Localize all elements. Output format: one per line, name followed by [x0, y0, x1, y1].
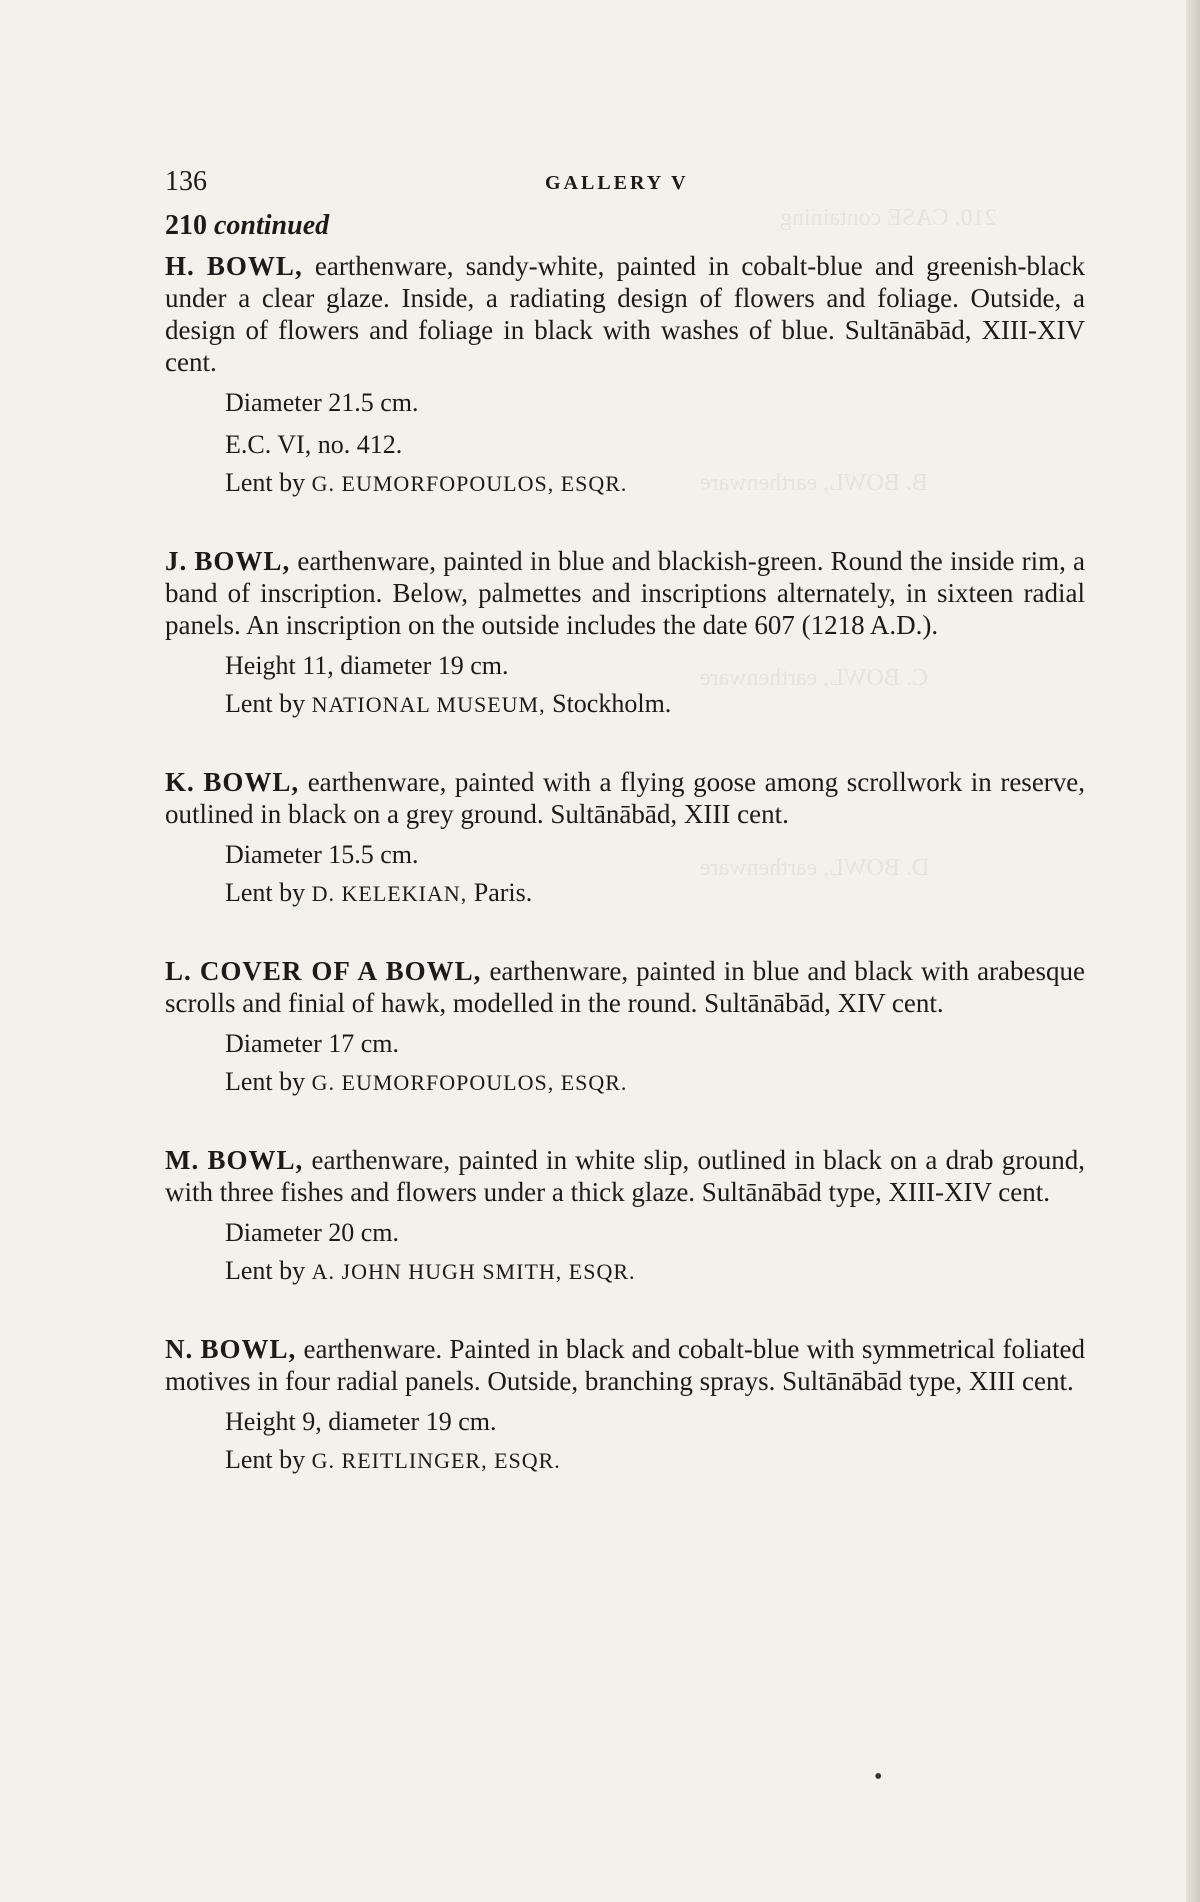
entry-measure: Height 9, diameter 19 cm.: [225, 1407, 497, 1436]
lent-by-label: Lent by: [225, 878, 306, 907]
catalogue-entry-j: [165, 545, 1085, 722]
entry-title: BOWL,: [206, 251, 303, 281]
page-header: [165, 160, 1085, 200]
catalogue-entry-k: [165, 766, 1085, 911]
entry-reference: E.C. VI, no. 412.: [225, 430, 403, 459]
entry-lender-line: [225, 876, 1085, 911]
entry-measure: Diameter 21.5 cm.: [225, 388, 419, 417]
continued-label: continued: [214, 210, 330, 241]
entry-letter: K.: [165, 767, 195, 797]
entry-letter: M.: [165, 1145, 200, 1175]
catalogue-entry-l: [165, 955, 1085, 1100]
entry-text: earthenware, sandy-white, painted in cobalt-blue and greenish-black under a clear glaze. Inside, a radiating design of flowers and foliage. Outside, a design of flowers and foliage in black with washes of blue. Sultānābād, XIII-XIV cent.: [165, 251, 1085, 377]
entry-measure: Diameter 20 cm.: [225, 1218, 399, 1247]
entry-title: BOWL,: [194, 546, 291, 576]
entry-measure: Diameter 17 cm.: [225, 1029, 399, 1058]
lent-by-label: Lent by: [225, 1067, 306, 1096]
entry-title: COVER OF A BOWL,: [199, 956, 482, 986]
continued-heading: [165, 210, 1085, 242]
entry-title: BOWL,: [207, 1145, 304, 1175]
paper-speck: •: [874, 1764, 883, 1790]
entry-text: earthenware. Painted in black and cobalt-blue with symmetrical foliated motives in four radial panels. Outside, branching sprays. Sultānābād type, XIII cent.: [165, 1334, 1085, 1396]
entry-title: BOWL,: [203, 767, 300, 797]
entry-letter: L.: [165, 956, 192, 986]
entry-description: [165, 1144, 1085, 1208]
page-number: 136: [165, 166, 207, 197]
lent-by-label: Lent by: [225, 1256, 306, 1285]
entry-lender-line: [225, 1254, 1085, 1289]
lender-place: Paris.: [473, 878, 533, 907]
catalogue-entry-n: [165, 1333, 1085, 1478]
show-through-1: 210. CASE containing: [780, 205, 997, 231]
lender-name: A. JOHN HUGH SMITH, ESQR.: [311, 1259, 636, 1284]
lender-name: NATIONAL MUSEUM,: [311, 692, 546, 717]
entry-description: [165, 766, 1085, 830]
lender-name: D. KELEKIAN,: [311, 881, 468, 906]
running-head: GALLERY V: [545, 172, 689, 194]
entry-title: BOWL,: [200, 1334, 297, 1364]
page-edge: [1186, 0, 1200, 1902]
page: [165, 160, 1085, 1522]
entry-text: earthenware, painted in blue and blackish-green. Round the inside rim, a band of inscription. Below, palmettes and inscriptions alternately, in sixteen radial panels. An inscription on the outside includes the date 607 (1218 A.D.).: [165, 546, 1086, 640]
entry-letter: J.: [165, 546, 188, 576]
lent-by-label: Lent by: [225, 689, 306, 718]
lent-by-label: Lent by: [225, 468, 306, 497]
entry-description: [165, 545, 1085, 641]
entry-lender-line: [225, 1443, 1085, 1478]
lender-place: Stockholm.: [552, 689, 672, 718]
entry-letter: H.: [165, 251, 195, 281]
show-through-2: B. BOWL, earthenware: [700, 470, 928, 496]
lender-name: G. EUMORFOPOULOS, ESQR.: [311, 471, 628, 496]
entry-description: [165, 250, 1085, 378]
case-number: 210: [165, 210, 207, 241]
entry-text: earthenware, painted with a flying goose among scrollwork in reserve, outlined in black on a grey ground. Sultānābād, XIII cent.: [165, 767, 1086, 829]
entry-letter: N.: [165, 1334, 194, 1364]
catalogue-entry-h: [165, 250, 1085, 501]
entry-lender-line: [225, 466, 1085, 501]
entry-lender-line: [225, 687, 1085, 722]
entry-measure: Diameter 15.5 cm.: [225, 840, 419, 869]
entry-text: earthenware, painted in white slip, outlined in black on a drab ground, with three fishes and flowers under a thick glaze. Sultānābād type, XIII-XIV cent.: [165, 1145, 1086, 1207]
lender-name: G. EUMORFOPOULOS, ESQR.: [311, 1070, 628, 1095]
entry-description: [165, 955, 1085, 1019]
lent-by-label: Lent by: [225, 1445, 306, 1474]
show-through-4: D. BOWL, earthenware: [700, 855, 930, 881]
show-through-3: C. BOWL, earthenware: [700, 665, 928, 691]
catalogue-entry-m: [165, 1144, 1085, 1289]
entry-measure: Height 11, diameter 19 cm.: [225, 651, 509, 680]
lender-name: G. REITLINGER, ESQR.: [311, 1448, 561, 1473]
entry-lender-line: [225, 1065, 1085, 1100]
entry-text: earthenware, painted in blue and black with arabesque scrolls and finial of hawk, modelled in the round. Sultānābād, XIV cent.: [165, 956, 1085, 1018]
entry-description: [165, 1333, 1085, 1397]
